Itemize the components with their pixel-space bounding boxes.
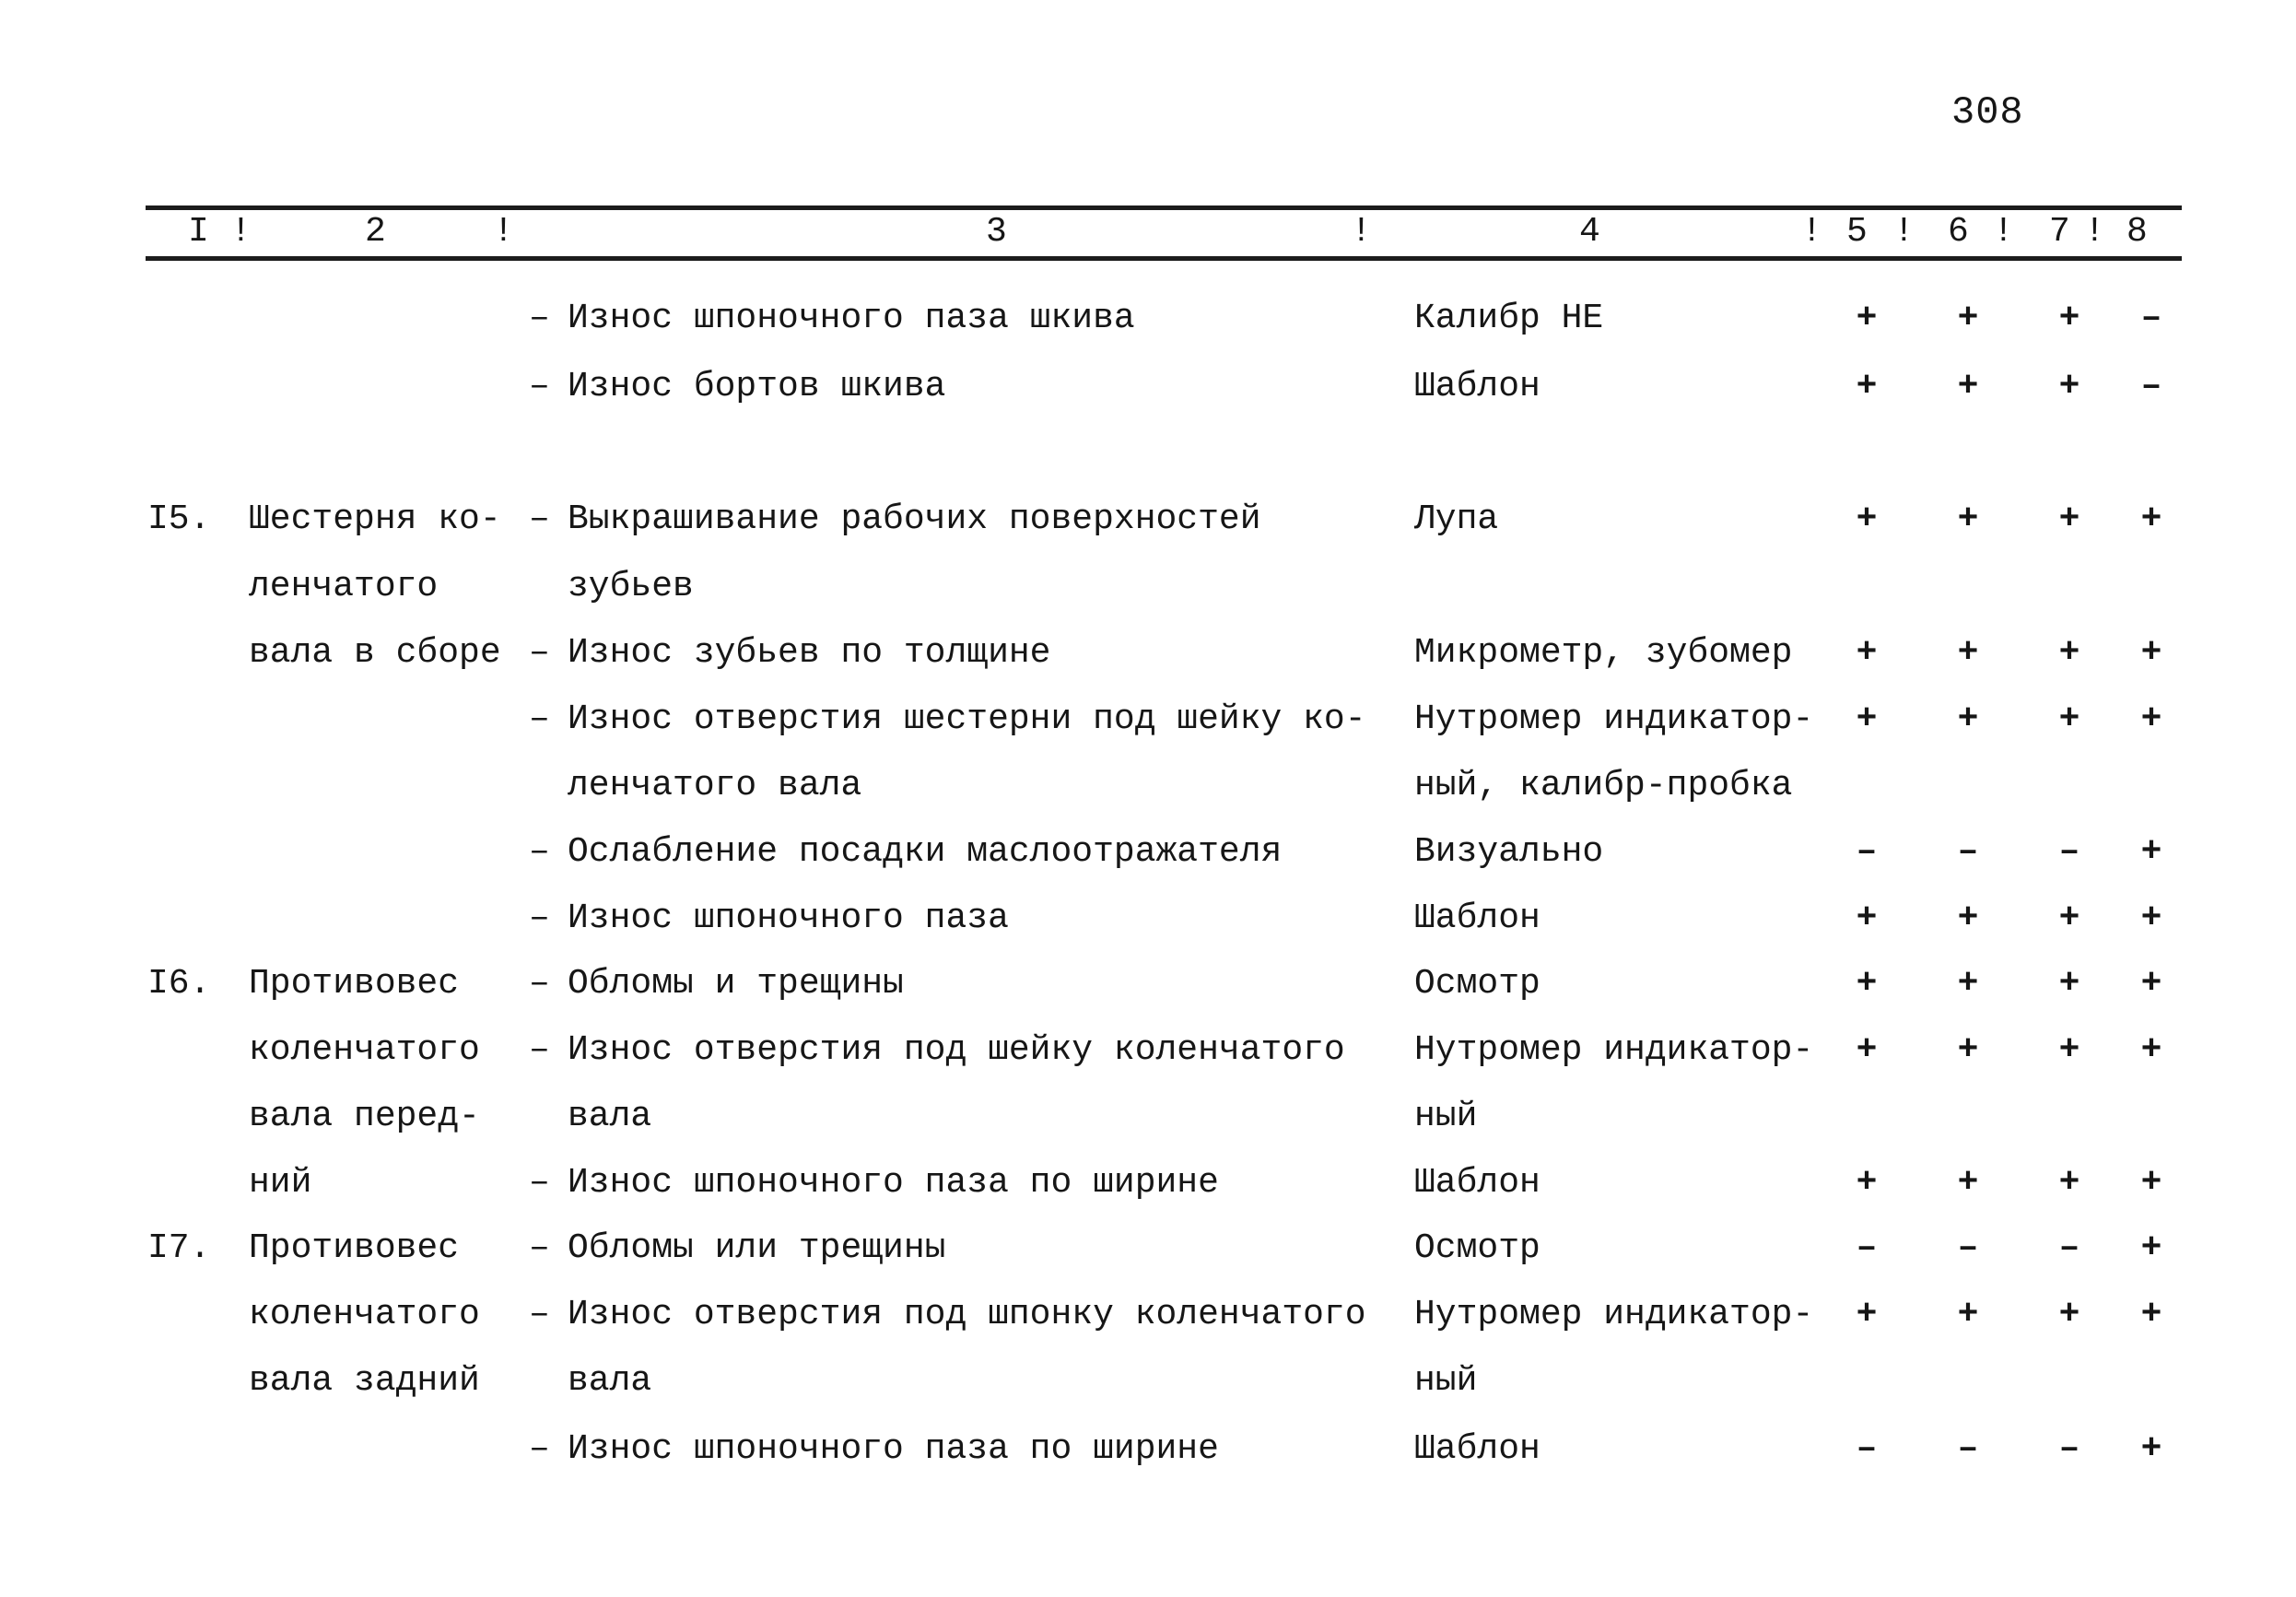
defect-text: Износ зубьев по толщине bbox=[568, 633, 1051, 673]
mark-col-8: + bbox=[2140, 1228, 2162, 1268]
part-name: вала в сборе bbox=[249, 633, 501, 673]
inspection-method: Осмотр bbox=[1414, 1228, 1540, 1268]
mark-col-5: – bbox=[1856, 1228, 1878, 1268]
inspection-method: Калибр НЕ bbox=[1414, 299, 1604, 338]
header-col-7: 7 bbox=[2049, 212, 2070, 252]
mark-col-7: + bbox=[2058, 699, 2080, 739]
defect-text: Износ шпоночного паза по ширине bbox=[568, 1429, 1219, 1469]
inspection-method: Нутромер индикатор- bbox=[1414, 1030, 1814, 1070]
header-sep-6: ! bbox=[1993, 212, 2014, 252]
row-dash: – bbox=[529, 699, 550, 739]
inspection-method: Лупа bbox=[1414, 499, 1499, 539]
row-dash: – bbox=[529, 299, 550, 338]
mark-col-6: + bbox=[1957, 367, 1979, 406]
table-top-rule bbox=[146, 205, 2182, 210]
mark-col-8: + bbox=[2140, 1295, 2162, 1334]
inspection-method: Шаблон bbox=[1414, 1163, 1540, 1203]
row-dash: – bbox=[529, 633, 550, 673]
mark-col-5: + bbox=[1856, 633, 1878, 673]
item-number: I7. bbox=[147, 1228, 211, 1268]
mark-col-7: + bbox=[2058, 898, 2080, 938]
mark-col-5: – bbox=[1856, 1429, 1878, 1469]
mark-col-5: + bbox=[1856, 299, 1878, 338]
header-sep-2: ! bbox=[493, 212, 514, 252]
mark-col-8: + bbox=[2140, 699, 2162, 739]
part-name: ленчатого bbox=[249, 567, 439, 606]
mark-col-6: – bbox=[1957, 1429, 1979, 1469]
defect-text: Износ шпоночного паза bbox=[568, 898, 1009, 938]
defect-text: Обломы или трещины bbox=[568, 1228, 946, 1268]
defect-text: Выкрашивание рабочих поверхностей bbox=[568, 499, 1261, 539]
row-dash: – bbox=[529, 832, 550, 872]
mark-col-5: + bbox=[1856, 1163, 1878, 1203]
mark-col-5: – bbox=[1856, 832, 1878, 872]
mark-col-5: + bbox=[1856, 367, 1878, 406]
defect-text: Износ шпоночного паза по ширине bbox=[568, 1163, 1219, 1203]
mark-col-6: + bbox=[1957, 964, 1979, 1004]
mark-col-8: + bbox=[2140, 633, 2162, 673]
header-sep-3: ! bbox=[1351, 212, 1372, 252]
row-dash: – bbox=[529, 898, 550, 938]
mark-col-7: – bbox=[2058, 1429, 2080, 1469]
mark-col-5: + bbox=[1856, 964, 1878, 1004]
table-header-rule bbox=[146, 256, 2182, 261]
row-dash: – bbox=[529, 1429, 550, 1469]
mark-col-7: – bbox=[2058, 1228, 2080, 1268]
header-sep-5: ! bbox=[1893, 212, 1915, 252]
header-sep-1: ! bbox=[230, 212, 252, 252]
header-sep-4: ! bbox=[1801, 212, 1822, 252]
header-col-4: 4 bbox=[1579, 212, 1600, 252]
part-name: Противовес bbox=[249, 964, 460, 1004]
part-name: коленчатого bbox=[249, 1030, 480, 1070]
mark-col-5: + bbox=[1856, 898, 1878, 938]
inspection-method: ный, калибр-пробка bbox=[1414, 766, 1793, 805]
defect-text: Обломы и трещины bbox=[568, 964, 904, 1004]
defect-text: вала bbox=[568, 1097, 652, 1136]
mark-col-8: + bbox=[2140, 499, 2162, 539]
defect-text: зубьев bbox=[568, 567, 694, 606]
mark-col-6: + bbox=[1957, 499, 1979, 539]
defect-text: ленчатого вала bbox=[568, 766, 862, 805]
inspection-method: Шаблон bbox=[1414, 367, 1540, 406]
mark-col-6: – bbox=[1957, 1228, 1979, 1268]
mark-col-7: + bbox=[2058, 1030, 2080, 1070]
mark-col-7: + bbox=[2058, 299, 2080, 338]
defect-text: Ослабление посадки маслоотражателя bbox=[568, 832, 1283, 872]
mark-col-8: + bbox=[2140, 832, 2162, 872]
mark-col-7: – bbox=[2058, 832, 2080, 872]
header-sep-7: ! bbox=[2084, 212, 2105, 252]
inspection-method: ный bbox=[1414, 1361, 1478, 1401]
mark-col-5: + bbox=[1856, 1295, 1878, 1334]
header-col-5: 5 bbox=[1846, 212, 1868, 252]
defect-text: вала bbox=[568, 1361, 652, 1401]
item-number: I6. bbox=[147, 964, 211, 1004]
mark-col-8: – bbox=[2140, 299, 2162, 338]
mark-col-5: + bbox=[1856, 1030, 1878, 1070]
header-col-1: I bbox=[188, 212, 209, 252]
inspection-method: Нутромер индикатор- bbox=[1414, 1295, 1814, 1334]
mark-col-7: + bbox=[2058, 367, 2080, 406]
mark-col-6: + bbox=[1957, 299, 1979, 338]
mark-col-6: + bbox=[1957, 699, 1979, 739]
mark-col-7: + bbox=[2058, 964, 2080, 1004]
part-name: Противовес bbox=[249, 1228, 460, 1268]
mark-col-7: + bbox=[2058, 499, 2080, 539]
row-dash: – bbox=[529, 1163, 550, 1203]
inspection-method: Осмотр bbox=[1414, 964, 1540, 1004]
inspection-method: Шаблон bbox=[1414, 1429, 1540, 1469]
header-col-8: 8 bbox=[2126, 212, 2148, 252]
page-number: 308 bbox=[1951, 90, 2024, 135]
mark-col-8: + bbox=[2140, 898, 2162, 938]
row-dash: – bbox=[529, 499, 550, 539]
inspection-method: ный bbox=[1414, 1097, 1478, 1136]
defect-text: Износ отверстия шестерни под шейку ко- bbox=[568, 699, 1366, 739]
defect-text: Износ шпоночного паза шкива bbox=[568, 299, 1135, 338]
mark-col-5: + bbox=[1856, 699, 1878, 739]
row-dash: – bbox=[529, 1295, 550, 1334]
mark-col-7: + bbox=[2058, 1295, 2080, 1334]
part-name: ний bbox=[249, 1163, 312, 1203]
part-name: вала задний bbox=[249, 1361, 480, 1401]
item-number: I5. bbox=[147, 499, 211, 539]
mark-col-8: + bbox=[2140, 964, 2162, 1004]
part-name: вала перед- bbox=[249, 1097, 480, 1136]
part-name: Шестерня ко- bbox=[249, 499, 501, 539]
mark-col-8: + bbox=[2140, 1429, 2162, 1469]
header-col-2: 2 bbox=[365, 212, 386, 252]
mark-col-6: + bbox=[1957, 1163, 1979, 1203]
defect-text: Износ бортов шкива bbox=[568, 367, 946, 406]
header-col-6: 6 bbox=[1948, 212, 1969, 252]
mark-col-6: + bbox=[1957, 1030, 1979, 1070]
part-name: коленчатого bbox=[249, 1295, 480, 1334]
mark-col-7: + bbox=[2058, 1163, 2080, 1203]
defect-text: Износ отверстия под шейку коленчатого bbox=[568, 1030, 1345, 1070]
mark-col-8: + bbox=[2140, 1163, 2162, 1203]
row-dash: – bbox=[529, 964, 550, 1004]
mark-col-8: + bbox=[2140, 1030, 2162, 1070]
inspection-method: Микрометр, зубомер bbox=[1414, 633, 1793, 673]
mark-col-7: + bbox=[2058, 633, 2080, 673]
row-dash: – bbox=[529, 367, 550, 406]
mark-col-6: + bbox=[1957, 633, 1979, 673]
row-dash: – bbox=[529, 1228, 550, 1268]
row-dash: – bbox=[529, 1030, 550, 1070]
mark-col-6: – bbox=[1957, 832, 1979, 872]
inspection-method: Нутромер индикатор- bbox=[1414, 699, 1814, 739]
inspection-method: Шаблон bbox=[1414, 898, 1540, 938]
defect-text: Износ отверстия под шпонку коленчатого bbox=[568, 1295, 1366, 1334]
mark-col-8: – bbox=[2140, 367, 2162, 406]
mark-col-6: + bbox=[1957, 1295, 1979, 1334]
mark-col-5: + bbox=[1856, 499, 1878, 539]
header-col-3: 3 bbox=[986, 212, 1007, 252]
mark-col-6: + bbox=[1957, 898, 1979, 938]
inspection-method: Визуально bbox=[1414, 832, 1604, 872]
